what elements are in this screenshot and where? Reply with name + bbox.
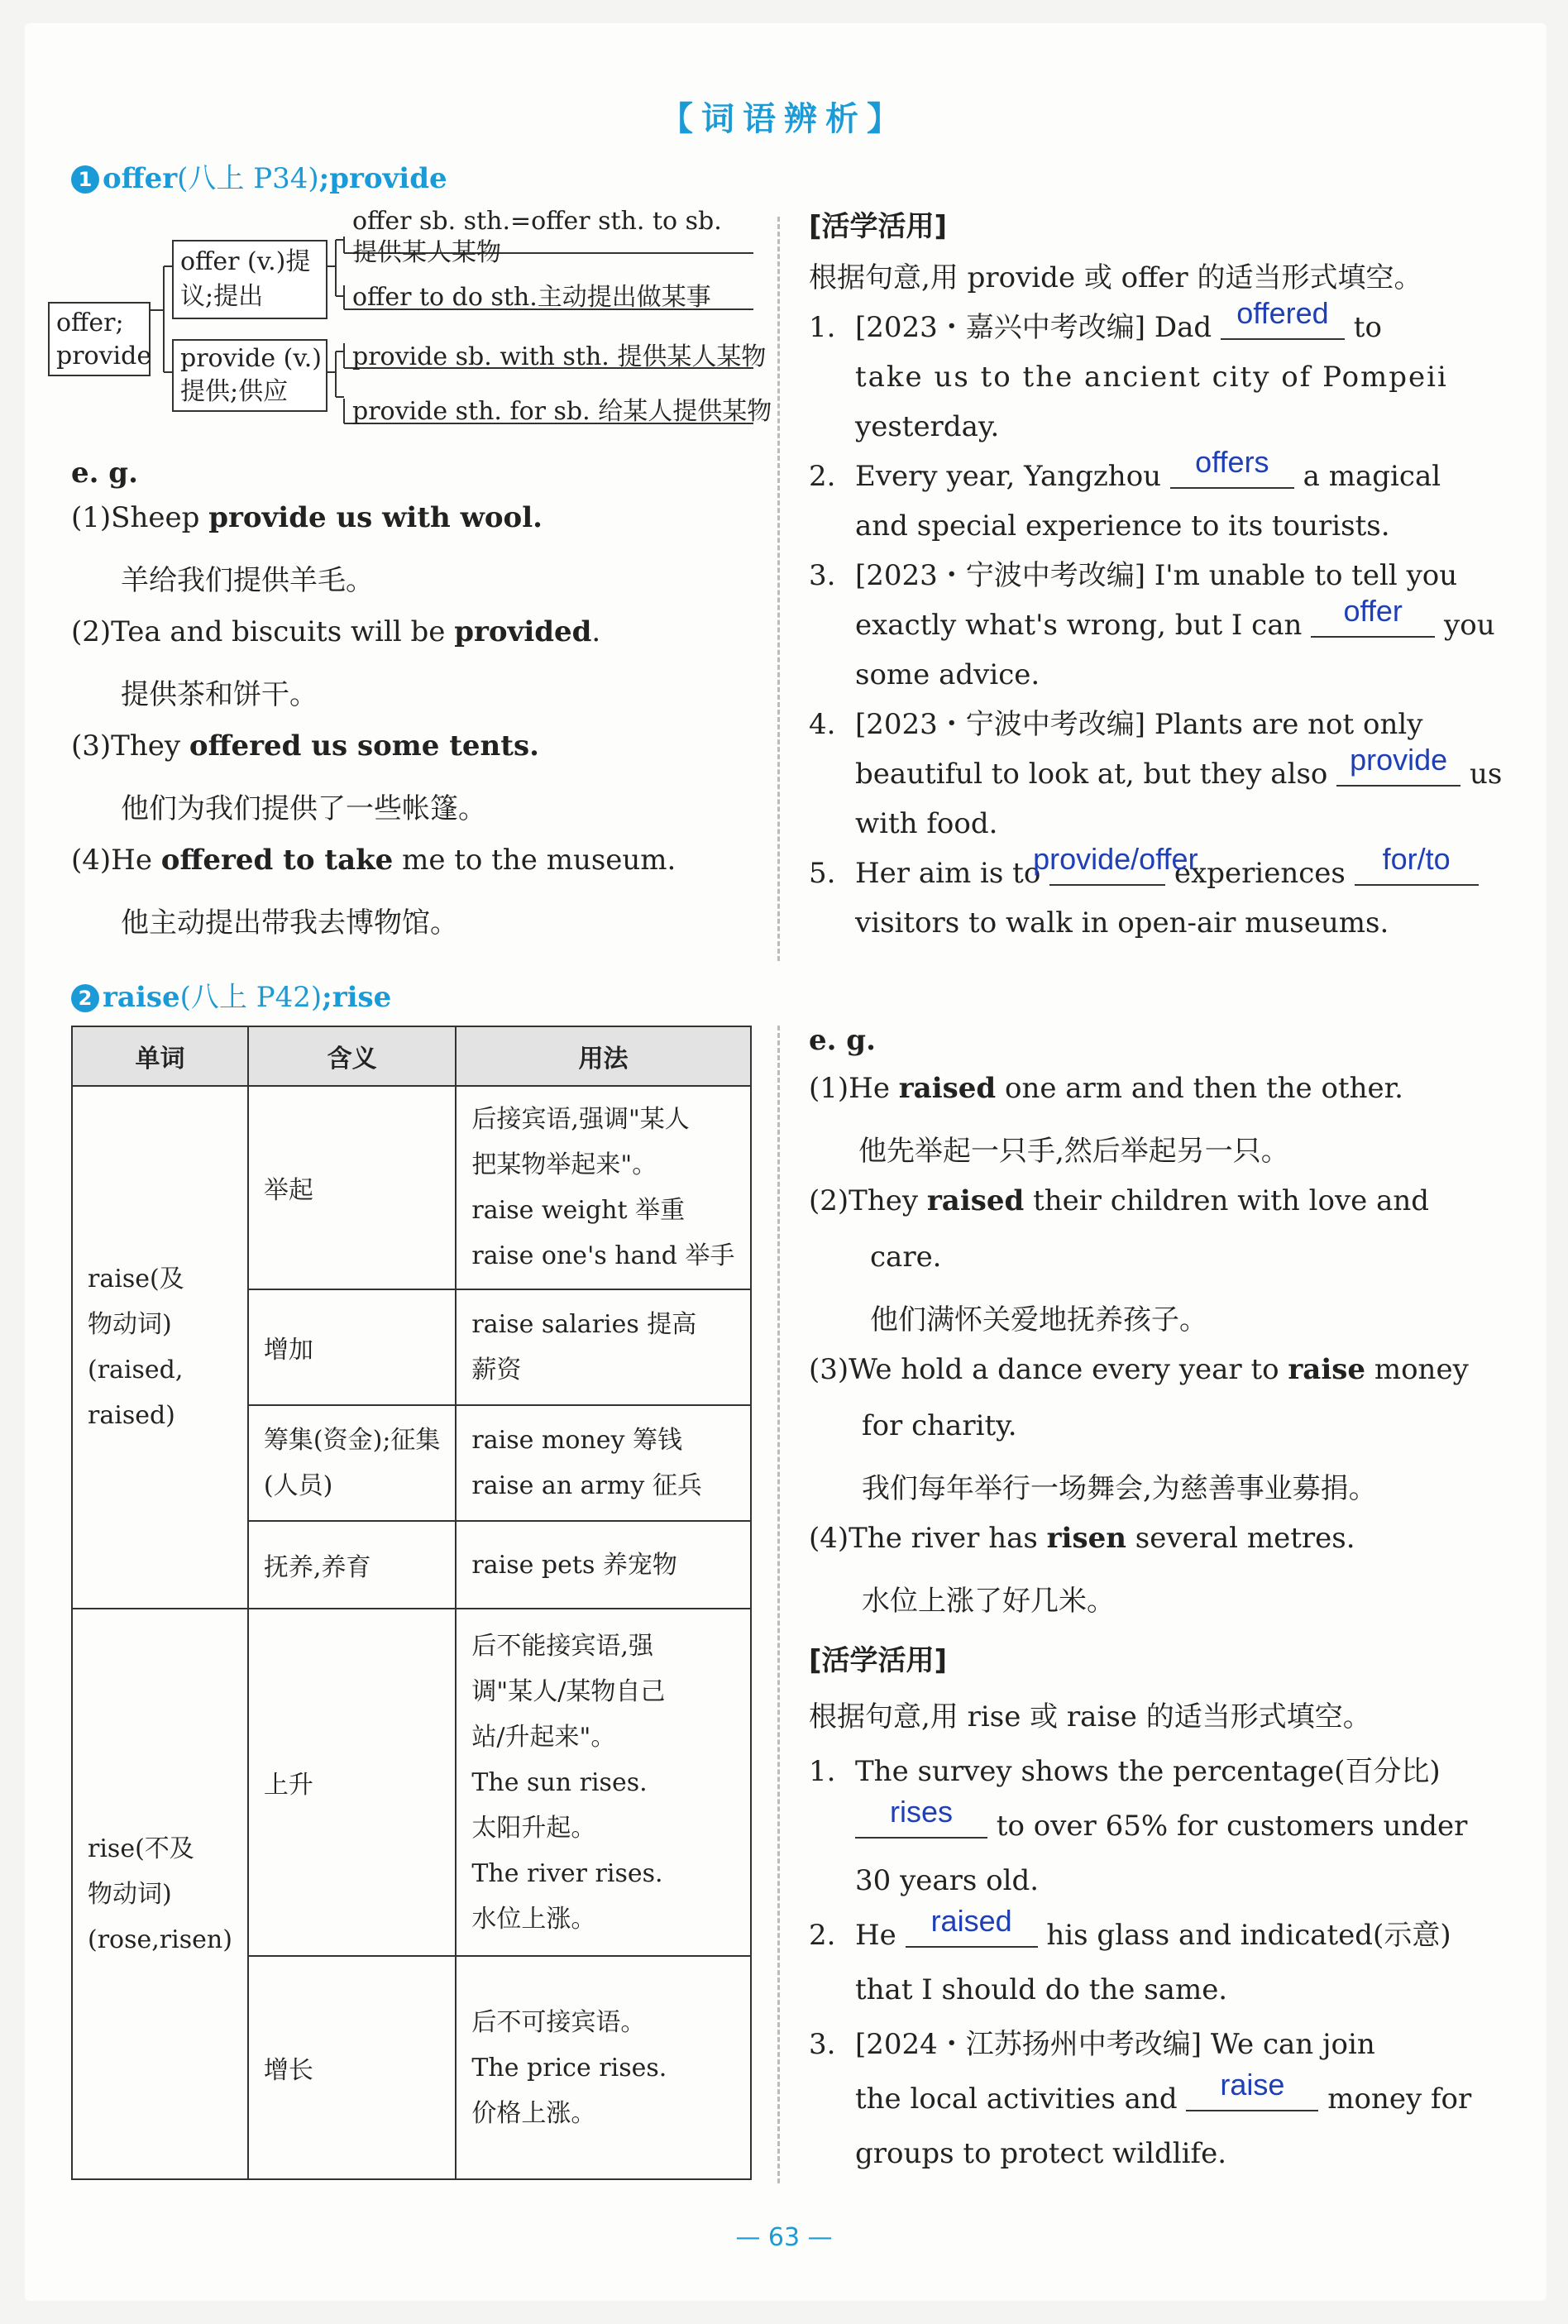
answer-blank[interactable]: offer — [1311, 606, 1435, 638]
headword-raise: raise — [103, 981, 180, 1014]
provide-node-line-1: provide (v.) — [180, 344, 322, 373]
root-node — [48, 302, 151, 376]
section-2-practice — [809, 1638, 1487, 2183]
example-1-zh: 他先举起一只手,然后举起另一只。 — [858, 1135, 1289, 1168]
offer-node-line-2: 议;提出 — [180, 282, 264, 311]
practice-instruction-2: 根据句意,用 rise 或 raise 的适当形式填空。 — [809, 1700, 1371, 1733]
example-2: (2)They raised their children with love and — [809, 1184, 1430, 1217]
practice-heading-2: [活学活用] — [809, 1644, 948, 1677]
table-header-word: 单词 — [72, 1026, 248, 1086]
question-1-3: 3. [2023・宁波中考改编] I'm unable to tell you exactly what's wrong, but I can offer you some advice. — [809, 559, 1495, 691]
section-1-examples — [71, 501, 758, 958]
answer-blank[interactable]: provide/offer — [1049, 854, 1165, 886]
example-4-zh: 水位上涨了好几米。 — [862, 1585, 1115, 1618]
answer-blank[interactable]: provide — [1336, 755, 1460, 787]
offer-usage-1: offer sb. sth.=offer sth. to sb. — [352, 207, 722, 236]
headword-provide: provide — [329, 162, 447, 195]
usage-cell: raise salaries 提高 薪资 — [456, 1289, 750, 1405]
meaning-cell: 抚养,养育 — [248, 1521, 457, 1609]
section-number-badge: 1 — [71, 165, 99, 194]
offer-node — [172, 240, 327, 319]
answer-blank[interactable]: for/to — [1355, 854, 1479, 886]
answer-blank[interactable]: raise — [1186, 2080, 1318, 2111]
question-2-2: 2. He raised his glass and indicated(示意) that I should do the same. — [809, 1904, 1451, 2006]
meaning-cell: 增长 — [248, 1956, 457, 2179]
table-header-meaning: 含义 — [248, 1026, 457, 1086]
provide-usage-1: provide sb. with sth. 提供某人某物 — [352, 342, 767, 371]
provide-node-line-2: 提供;供应 — [180, 377, 289, 406]
usage-cell: 后接宾语,强调"某人 把某物举起来"。 raise weight 举重 raise one's hand 举手 — [456, 1086, 750, 1289]
example-4-zh: 他主动提出带我去博物馆。 — [121, 906, 458, 940]
offer-usage-1-zh: 提供某人某物 — [352, 238, 501, 267]
section-title: 【词语辨析】 — [660, 100, 908, 138]
meaning-cell: 举起 — [248, 1086, 457, 1289]
answer-blank[interactable]: rises — [855, 1807, 987, 1839]
question-2-1: 1. The survey shows the percentage(百分比) rises to over 65% for customers under 30 years old. — [809, 1755, 1468, 1897]
raise-rise-table — [71, 1026, 752, 2180]
root-line-2: provide — [56, 342, 152, 371]
section-1-heading — [71, 155, 447, 196]
provide-node — [172, 339, 327, 412]
root-line-1: offer; — [56, 308, 124, 337]
example-2: (2)Tea and biscuits will be provided. — [71, 615, 601, 648]
headword-offer: offer — [103, 162, 178, 195]
question-1-2: 2. Every year, Yangzhou offers a magical and special experience to its tourists. — [809, 445, 1441, 543]
offer-node-line-1: offer (v.)提 — [180, 247, 311, 276]
example-3-cont: for charity. — [862, 1409, 1017, 1442]
textbook-ref: (八上 P42) — [179, 981, 323, 1014]
eg-label-1: e. g. — [71, 457, 138, 490]
section-number-badge: 2 — [71, 984, 99, 1012]
question-1-4: 4. [2023・宁波中考改编] Plants are not only beautiful to look at, but they also provide us with food. — [809, 708, 1503, 840]
answer-blank[interactable]: raised — [906, 1916, 1038, 1948]
practice-instruction-1: 根据句意,用 provide 或 offer 的适当形式填空。 — [809, 261, 1422, 294]
example-3: (3)We hold a dance every year to raise money — [809, 1353, 1469, 1386]
eg-label-2: e. g. — [809, 1024, 876, 1057]
section-1-practice — [809, 203, 1503, 948]
separator: ; — [322, 981, 332, 1014]
column-divider-bottom — [777, 1026, 780, 2183]
question-1-5: 5. Her aim is to provide/offer experiences for/to visitors to walk in open-air museums. — [809, 849, 1487, 948]
example-1: (1)He raised one arm and then the other. — [809, 1072, 1403, 1105]
answer-blank[interactable]: offered — [1221, 308, 1345, 340]
textbook-ref: (八上 P34) — [177, 162, 319, 195]
answer-blank[interactable]: offers — [1170, 457, 1294, 489]
section-2-heading — [71, 974, 391, 1015]
offer-provide-mindmap — [46, 207, 772, 438]
provide-usage-2: provide sth. for sb. 给某人提供某物 — [352, 397, 772, 426]
example-3-zh: 他们为我们提供了一些帐篷。 — [121, 792, 486, 825]
example-3: (3)They offered us some tents. — [71, 729, 539, 763]
separator: ; — [318, 162, 330, 195]
usage-cell: 后不可接宾语。 The price rises. 价格上涨。 — [456, 1956, 750, 2179]
headword-rise: rise — [332, 981, 392, 1014]
meaning-cell: 增加 — [248, 1289, 457, 1405]
example-1-zh: 羊给我们提供羊毛。 — [121, 564, 374, 597]
example-1: (1)Sheep provide us with wool. — [71, 501, 543, 534]
table-header-usage: 用法 — [456, 1026, 750, 1086]
section-2-examples — [809, 1072, 1487, 1634]
meaning-cell: 上升 — [248, 1609, 457, 1956]
example-2-zh: 提供茶和饼干。 — [121, 678, 318, 711]
question-1-1: 1. [2023・嘉兴中考改编] Dad offered to take us to the ancient city of Pompeii yesterday. — [809, 296, 1448, 443]
usage-cell: raise pets 养宠物 — [456, 1521, 750, 1609]
example-2-zh: 他们满怀关爱地抚养孩子。 — [870, 1303, 1207, 1337]
usage-cell: raise money 筹钱 raise an army 征兵 — [456, 1405, 750, 1521]
example-4: (4)He offered to take me to the museum. — [71, 844, 676, 877]
word-cell-raise: raise(及 物动词) (raised, raised) — [72, 1086, 248, 1609]
offer-usage-2: offer to do sth.主动提出做某事 — [352, 283, 711, 312]
page-number: — 63 — — [735, 2223, 833, 2252]
usage-cell: 后不能接宾语,强 调"某人/某物自己 站/升起来"。 The sun rises. 太阳升起。 The river rises. 水位上涨。 — [456, 1609, 750, 1956]
example-3-zh: 我们每年举行一场舞会,为慈善事业募捐。 — [862, 1472, 1377, 1505]
word-cell-rise: rise(不及 物动词) (rose,risen) — [72, 1609, 248, 2179]
example-4: (4)The river has risen several metres. — [809, 1522, 1355, 1555]
question-2-3: 3. [2024・江苏扬州中考改编] We can join the local activities and raise money for groups to protect wildlife. — [809, 2028, 1472, 2170]
example-2-cont: care. — [870, 1241, 942, 1274]
column-divider-top — [777, 217, 780, 961]
meaning-cell: 筹集(资金);征集 (人员) — [248, 1405, 457, 1521]
practice-heading-1: [活学活用] — [809, 210, 948, 243]
